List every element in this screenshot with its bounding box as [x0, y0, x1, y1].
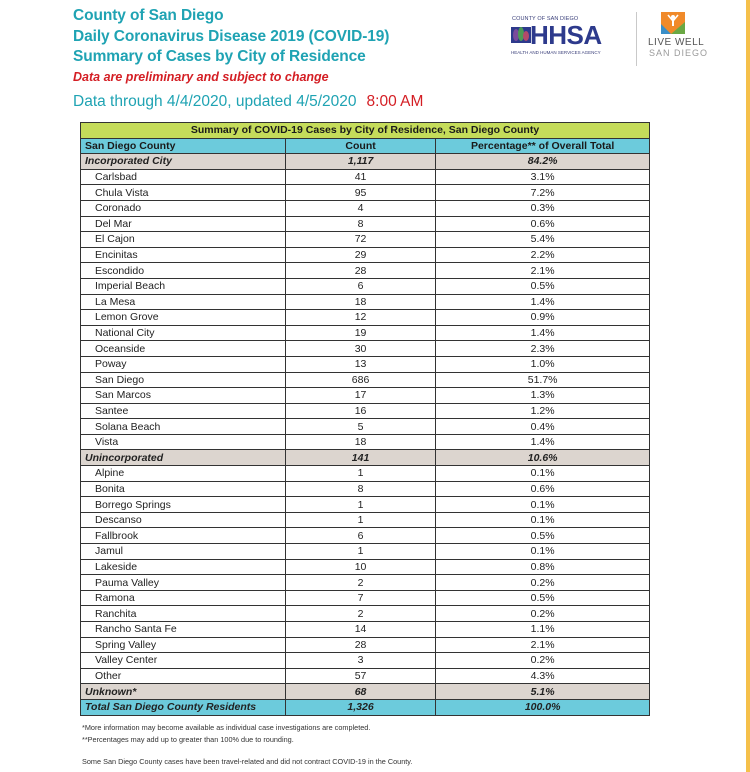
count-cell: 29 — [285, 247, 435, 263]
column-header-count: Count — [285, 138, 435, 154]
percentage-cell: 0.8% — [436, 559, 650, 575]
footnotes — [82, 722, 412, 768]
percentage-cell: 0.6% — [436, 481, 650, 497]
table-row — [81, 216, 650, 232]
table-header-row — [81, 138, 650, 154]
area-name-cell: Borrego Springs — [81, 497, 286, 513]
percentage-cell: 0.2% — [436, 575, 650, 591]
logos — [508, 12, 708, 68]
area-name-cell: Total San Diego County Residents — [81, 699, 286, 715]
percentage-cell: 0.3% — [436, 200, 650, 216]
area-name-cell: Spring Valley — [81, 637, 286, 653]
area-name-cell: Descanso — [81, 512, 286, 528]
count-cell: 18 — [285, 294, 435, 310]
table-row — [81, 310, 650, 326]
page-edge-strip — [746, 0, 750, 772]
percentage-cell: 0.5% — [436, 590, 650, 606]
table-row — [81, 528, 650, 544]
table-row — [81, 200, 650, 216]
count-cell: 17 — [285, 388, 435, 404]
table-row — [81, 466, 650, 482]
area-name-cell: Unincorporated — [81, 450, 286, 466]
logo-divider — [636, 12, 637, 66]
table-row — [81, 263, 650, 279]
area-name-cell: Oceanside — [81, 341, 286, 357]
count-cell: 28 — [285, 263, 435, 279]
percentage-cell: 0.1% — [436, 544, 650, 560]
table-row — [81, 481, 650, 497]
table-row — [81, 544, 650, 560]
count-cell: 41 — [285, 169, 435, 185]
area-name-cell: Coronado — [81, 200, 286, 216]
area-name-cell: Encinitas — [81, 247, 286, 263]
count-cell: 1 — [285, 466, 435, 482]
livewell-line1: LIVE WELL — [648, 37, 705, 48]
percentage-cell: 2.3% — [436, 341, 650, 357]
percentage-cell: 0.9% — [436, 310, 650, 326]
count-cell: 6 — [285, 278, 435, 294]
area-name-cell: Lemon Grove — [81, 310, 286, 326]
count-cell: 72 — [285, 232, 435, 248]
percentage-cell: 7.2% — [436, 185, 650, 201]
count-cell: 4 — [285, 200, 435, 216]
percentage-cell: 0.1% — [436, 512, 650, 528]
area-name-cell: Ranchita — [81, 606, 286, 622]
footnote-more-info: *More information may become available as individual case investigations are completed. — [82, 723, 371, 732]
livewell-line2: SAN DIEGO — [649, 48, 709, 58]
table-row — [81, 388, 650, 404]
table-row — [81, 590, 650, 606]
count-cell: 1 — [285, 497, 435, 513]
area-name-cell: Escondido — [81, 263, 286, 279]
report-header — [73, 6, 389, 86]
group-row — [81, 684, 650, 700]
hhsa-agency-text: HEALTH AND HUMAN SERVICES AGENCY — [511, 50, 601, 55]
percentage-cell: 1.4% — [436, 434, 650, 450]
count-cell: 19 — [285, 325, 435, 341]
percentage-cell: 1.4% — [436, 294, 650, 310]
percentage-cell: 3.1% — [436, 169, 650, 185]
count-cell: 1 — [285, 512, 435, 528]
table-row — [81, 325, 650, 341]
percentage-cell: 10.6% — [436, 450, 650, 466]
percentage-cell: 0.1% — [436, 466, 650, 482]
area-name-cell: National City — [81, 325, 286, 341]
table-row — [81, 341, 650, 357]
cases-by-city-table — [80, 122, 650, 716]
area-name-cell: Bonita — [81, 481, 286, 497]
count-cell: 2 — [285, 606, 435, 622]
title-line-1: County of San Diego — [73, 7, 224, 24]
count-cell: 1,117 — [285, 154, 435, 170]
percentage-cell: 1.0% — [436, 356, 650, 372]
table-row — [81, 606, 650, 622]
percentage-cell: 5.4% — [436, 232, 650, 248]
count-cell: 10 — [285, 559, 435, 575]
table-row — [81, 356, 650, 372]
table-row — [81, 512, 650, 528]
count-cell: 14 — [285, 622, 435, 638]
count-cell: 8 — [285, 481, 435, 497]
area-name-cell: El Cajon — [81, 232, 286, 248]
count-cell: 13 — [285, 356, 435, 372]
area-name-cell: Unknown* — [81, 684, 286, 700]
percentage-cell: 0.5% — [436, 528, 650, 544]
area-name-cell: Santee — [81, 403, 286, 419]
title-line-2: Daily Coronavirus Disease 2019 (COVID-19) — [73, 27, 390, 45]
area-name-cell: San Marcos — [81, 388, 286, 404]
table-row — [81, 559, 650, 575]
table-row — [81, 419, 650, 435]
percentage-cell: 84.2% — [436, 154, 650, 170]
hhsa-logo — [508, 16, 630, 62]
hhsa-name: HHSA — [530, 20, 602, 50]
count-cell: 95 — [285, 185, 435, 201]
table-row — [81, 434, 650, 450]
table-row — [81, 169, 650, 185]
count-cell: 2 — [285, 575, 435, 591]
percentage-cell: 2.1% — [436, 637, 650, 653]
livewell-person-icon — [661, 12, 685, 34]
count-cell: 1,326 — [285, 699, 435, 715]
count-cell: 5 — [285, 419, 435, 435]
table-row — [81, 294, 650, 310]
footnote-travel: Some San Diego County cases have been travel-related and did not contract COVID-19 in the County. — [82, 757, 413, 766]
table-row — [81, 622, 650, 638]
data-through-date: Data through 4/4/2020, updated 4/5/2020 — [73, 93, 357, 110]
table-row — [81, 653, 650, 669]
area-name-cell: Vista — [81, 434, 286, 450]
table-row — [81, 185, 650, 201]
area-name-cell: Lakeside — [81, 559, 286, 575]
area-name-cell: Poway — [81, 356, 286, 372]
column-header-percentage: Percentage** of Overall Total — [436, 138, 650, 154]
table-row — [81, 575, 650, 591]
table-row — [81, 403, 650, 419]
livewell-logo — [648, 12, 710, 68]
area-name-cell: San Diego — [81, 372, 286, 388]
percentage-cell: 1.4% — [436, 325, 650, 341]
column-header-area: San Diego County — [81, 138, 286, 154]
area-name-cell: Ramona — [81, 590, 286, 606]
percentage-cell: 1.2% — [436, 403, 650, 419]
area-name-cell: Imperial Beach — [81, 278, 286, 294]
percentage-cell: 100.0% — [436, 699, 650, 715]
group-row — [81, 154, 650, 170]
table-row — [81, 668, 650, 684]
percentage-cell: 0.6% — [436, 216, 650, 232]
count-cell: 6 — [285, 528, 435, 544]
count-cell: 3 — [285, 653, 435, 669]
title-line-3: Summary of Cases by City of Residence — [73, 48, 366, 65]
percentage-cell: 1.1% — [436, 622, 650, 638]
area-name-cell: Pauma Valley — [81, 575, 286, 591]
percentage-cell: 2.1% — [436, 263, 650, 279]
area-name-cell: Other — [81, 668, 286, 684]
count-cell: 57 — [285, 668, 435, 684]
hhsa-people-icon — [511, 25, 531, 45]
table-row — [81, 497, 650, 513]
area-name-cell: Fallbrook — [81, 528, 286, 544]
percentage-cell: 0.2% — [436, 606, 650, 622]
table-body — [81, 154, 650, 715]
count-cell: 68 — [285, 684, 435, 700]
count-cell: 1 — [285, 544, 435, 560]
percentage-cell: 51.7% — [436, 372, 650, 388]
area-name-cell: La Mesa — [81, 294, 286, 310]
percentage-cell: 0.2% — [436, 653, 650, 669]
hhsa-county-text: COUNTY OF SAN DIEGO — [512, 16, 579, 22]
percentage-cell: 2.2% — [436, 247, 650, 263]
area-name-cell: Alpine — [81, 466, 286, 482]
table-row — [81, 372, 650, 388]
count-cell: 30 — [285, 341, 435, 357]
count-cell: 686 — [285, 372, 435, 388]
table-row — [81, 232, 650, 248]
percentage-cell: 0.1% — [436, 497, 650, 513]
total-row — [81, 699, 650, 715]
table-row — [81, 278, 650, 294]
update-time: 8:00 AM — [366, 93, 424, 110]
count-cell: 12 — [285, 310, 435, 326]
percentage-cell: 1.3% — [436, 388, 650, 404]
area-name-cell: Incorporated City — [81, 154, 286, 170]
table-caption-row — [81, 123, 650, 139]
count-cell: 7 — [285, 590, 435, 606]
preliminary-disclaimer: Data are preliminary and subject to change — [73, 69, 329, 84]
area-name-cell: Del Mar — [81, 216, 286, 232]
count-cell: 8 — [285, 216, 435, 232]
count-cell: 18 — [285, 434, 435, 450]
area-name-cell: Chula Vista — [81, 185, 286, 201]
count-cell: 141 — [285, 450, 435, 466]
data-through-line — [73, 93, 423, 111]
percentage-cell: 4.3% — [436, 668, 650, 684]
table-row — [81, 637, 650, 653]
area-name-cell: Solana Beach — [81, 419, 286, 435]
count-cell: 16 — [285, 403, 435, 419]
table-caption: Summary of COVID-19 Cases by City of Residence, San Diego County — [81, 123, 650, 139]
area-name-cell: Rancho Santa Fe — [81, 622, 286, 638]
percentage-cell: 0.5% — [436, 278, 650, 294]
footnote-rounding: **Percentages may add up to greater than 100% due to rounding. — [82, 735, 294, 744]
area-name-cell: Carlsbad — [81, 169, 286, 185]
percentage-cell: 5.1% — [436, 684, 650, 700]
count-cell: 28 — [285, 637, 435, 653]
area-name-cell: Jamul — [81, 544, 286, 560]
percentage-cell: 0.4% — [436, 419, 650, 435]
table-row — [81, 247, 650, 263]
group-row — [81, 450, 650, 466]
area-name-cell: Valley Center — [81, 653, 286, 669]
